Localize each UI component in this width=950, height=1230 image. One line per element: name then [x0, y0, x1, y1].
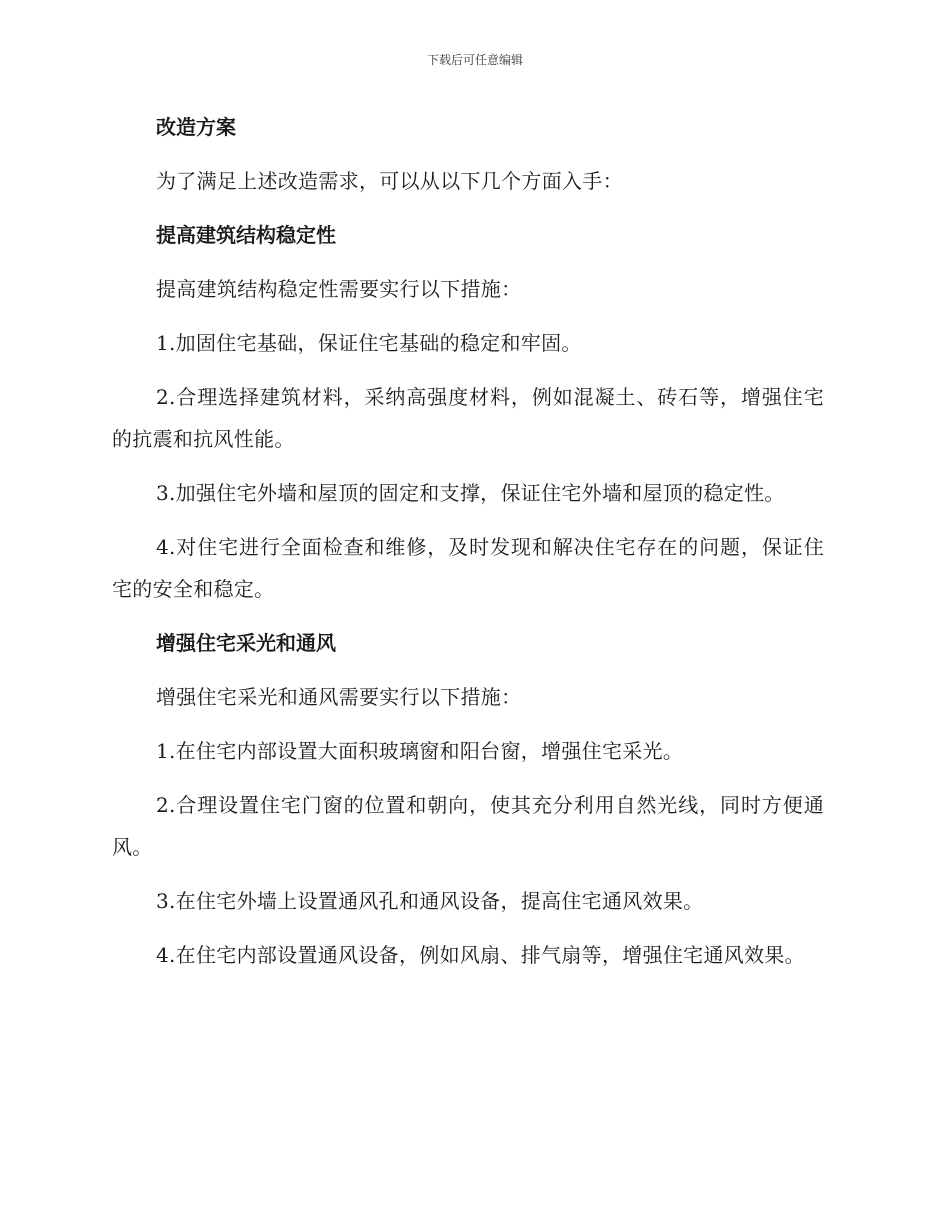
lighting-item-3: 3.在住宅外墙上设置通风孔和通风设备，提高住宅通风效果。 — [156, 889, 704, 913]
subsection-title-structure: 提高建筑结构稳定性 — [156, 223, 336, 247]
structure-item-1: 1.加固住宅基础，保证住宅基础的稳定和牢固。 — [156, 331, 582, 355]
lighting-item-2: 2.合理设置住宅门窗的位置和朝向，使其充分利用自然光线，同时方便通风。 — [112, 793, 824, 859]
structure-lead: 提高建筑结构稳定性需要实行以下措施： — [156, 277, 522, 301]
page-header: 下载后可任意编辑 — [426, 53, 523, 67]
section-title: 改造方案 — [156, 115, 236, 139]
lighting-item-4: 4.在住宅内部设置通风设备，例如风扇、排气扇等，增强住宅通风效果。 — [156, 943, 805, 967]
lighting-item-1: 1.在住宅内部设置大面积玻璃窗和阳台窗，增强住宅采光。 — [156, 739, 684, 763]
subsection-title-lighting: 增强住宅采光和通风 — [156, 631, 336, 655]
intro-paragraph: 为了满足上述改造需求，可以从以下几个方面入手： — [156, 169, 623, 193]
structure-item-2: 2.合理选择建筑材料，采纳高强度材料，例如混凝土、砖石等，增强住宅的抗震和抗风性能。 — [112, 385, 824, 451]
lighting-lead: 增强住宅采光和通风需要实行以下措施： — [156, 685, 522, 709]
structure-item-4: 4.对住宅进行全面检查和维修，及时发现和解决住宅存在的问题，保证住宅的安全和稳定。 — [112, 535, 824, 601]
structure-item-3: 3.加强住宅外墙和屋顶的固定和支撑，保证住宅外墙和屋顶的稳定性。 — [156, 481, 785, 505]
document-body — [112, 106, 824, 988]
